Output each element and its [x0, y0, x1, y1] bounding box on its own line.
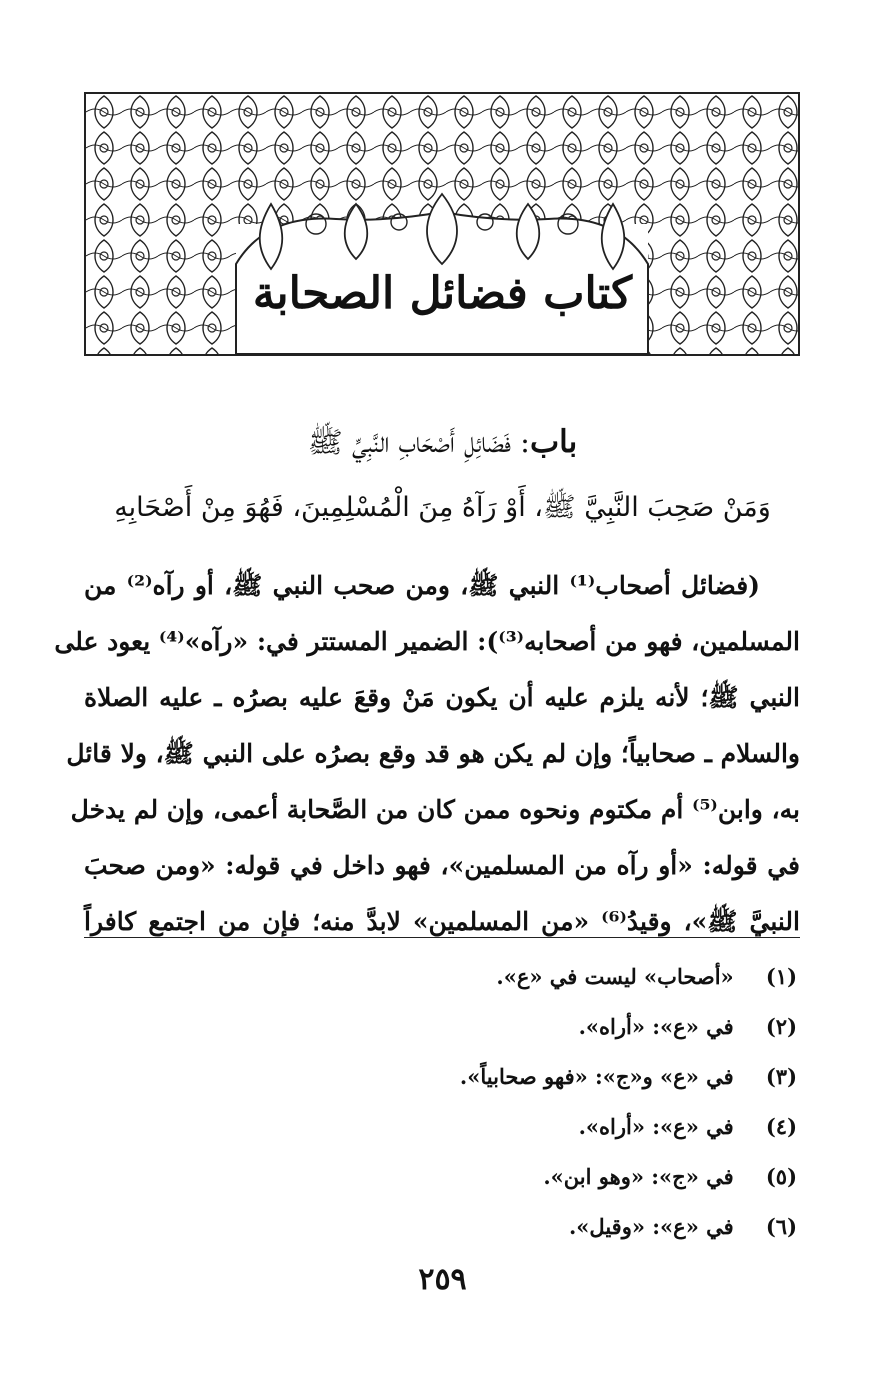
footnote-text: في «ع»: «أراه». [578, 1114, 734, 1139]
text-line: والسلام ـ صحابياً؛ وإن لم يكن هو قد وقع بصرُه على النبي ﷺ، ولا قائل [66, 739, 800, 768]
footnote-text: «أصحاب» ليست في «ع». [496, 964, 734, 989]
footnote-divider [84, 937, 800, 938]
chapter-heading [0, 424, 885, 467]
chapter-subtitle: وَمَنْ صَحِبَ النَّبِيَّ ﷺ، أَوْ رَآهُ مِنَ الْمُسْلِمِينَ، فَهُوَ مِنْ أَصْحَابِهِ [114, 492, 771, 523]
footnote [197, 1102, 797, 1152]
text-line: في قوله: «أو رآه من المسلمين»، فهو داخل في قوله: «ومن صحبَ [84, 851, 800, 880]
footnote-number: (٢) [765, 1014, 797, 1039]
footnote-text: في «ع»: «أراه». [578, 1014, 734, 1039]
footnote-text: في «ع» و«ج»: «فهو صحابياً». [459, 1064, 734, 1089]
footnote-number: (٥) [765, 1164, 797, 1189]
footnote-number: (٤) [765, 1114, 797, 1139]
page-number: ٢٥٩ [418, 1262, 467, 1297]
commentary-paragraph [54, 558, 800, 950]
footnote [197, 1202, 797, 1252]
book-title: كتاب فضائل الصحابة [252, 268, 633, 319]
footnote [197, 1152, 797, 1202]
text-line: (فضائل أصحاب⁽¹⁾ النبي ﷺ، ومن صحب النبي ﷺ، أو رآه⁽²⁾ من [84, 571, 760, 600]
footnote [197, 1052, 797, 1102]
bab-word: باب [529, 424, 578, 460]
text-line: المسلمين، فهو من أصحابه⁽³⁾): الضمير المستتر في: «رآه»⁽⁴⁾ يعود على [54, 627, 800, 656]
bab-title: : فَضَائِلِ أَصْحَابِ النَّبِيِّ ﷺ [307, 425, 530, 459]
footnote-text: في «ع»: «وقيل». [569, 1214, 734, 1239]
footnote-number: (١) [765, 964, 797, 989]
footnote-number: (٦) [765, 1214, 797, 1239]
text-line: النبيَّ ﷺ»، وقيدُ⁽⁶⁾ «من المسلمين» لابدَّ منه؛ فإن من اجتمع كافراً [84, 907, 800, 936]
footnote-text: في «ج»: «وهو ابن». [543, 1164, 734, 1189]
text-line: به، وابن⁽⁵⁾ أم مكتوم ونحوه ممن كان من الصَّحابة أعمى، وإن لم يدخل [70, 795, 800, 824]
text-line: النبي ﷺ؛ لأنه يلزم عليه أن يكون مَنْ وقعَ عليه بصرُه ـ عليه الصلاة [84, 683, 800, 712]
footnotes [197, 952, 797, 1252]
footnote [197, 952, 797, 1002]
footnote [197, 1002, 797, 1052]
footnote-number: (٣) [765, 1064, 797, 1089]
